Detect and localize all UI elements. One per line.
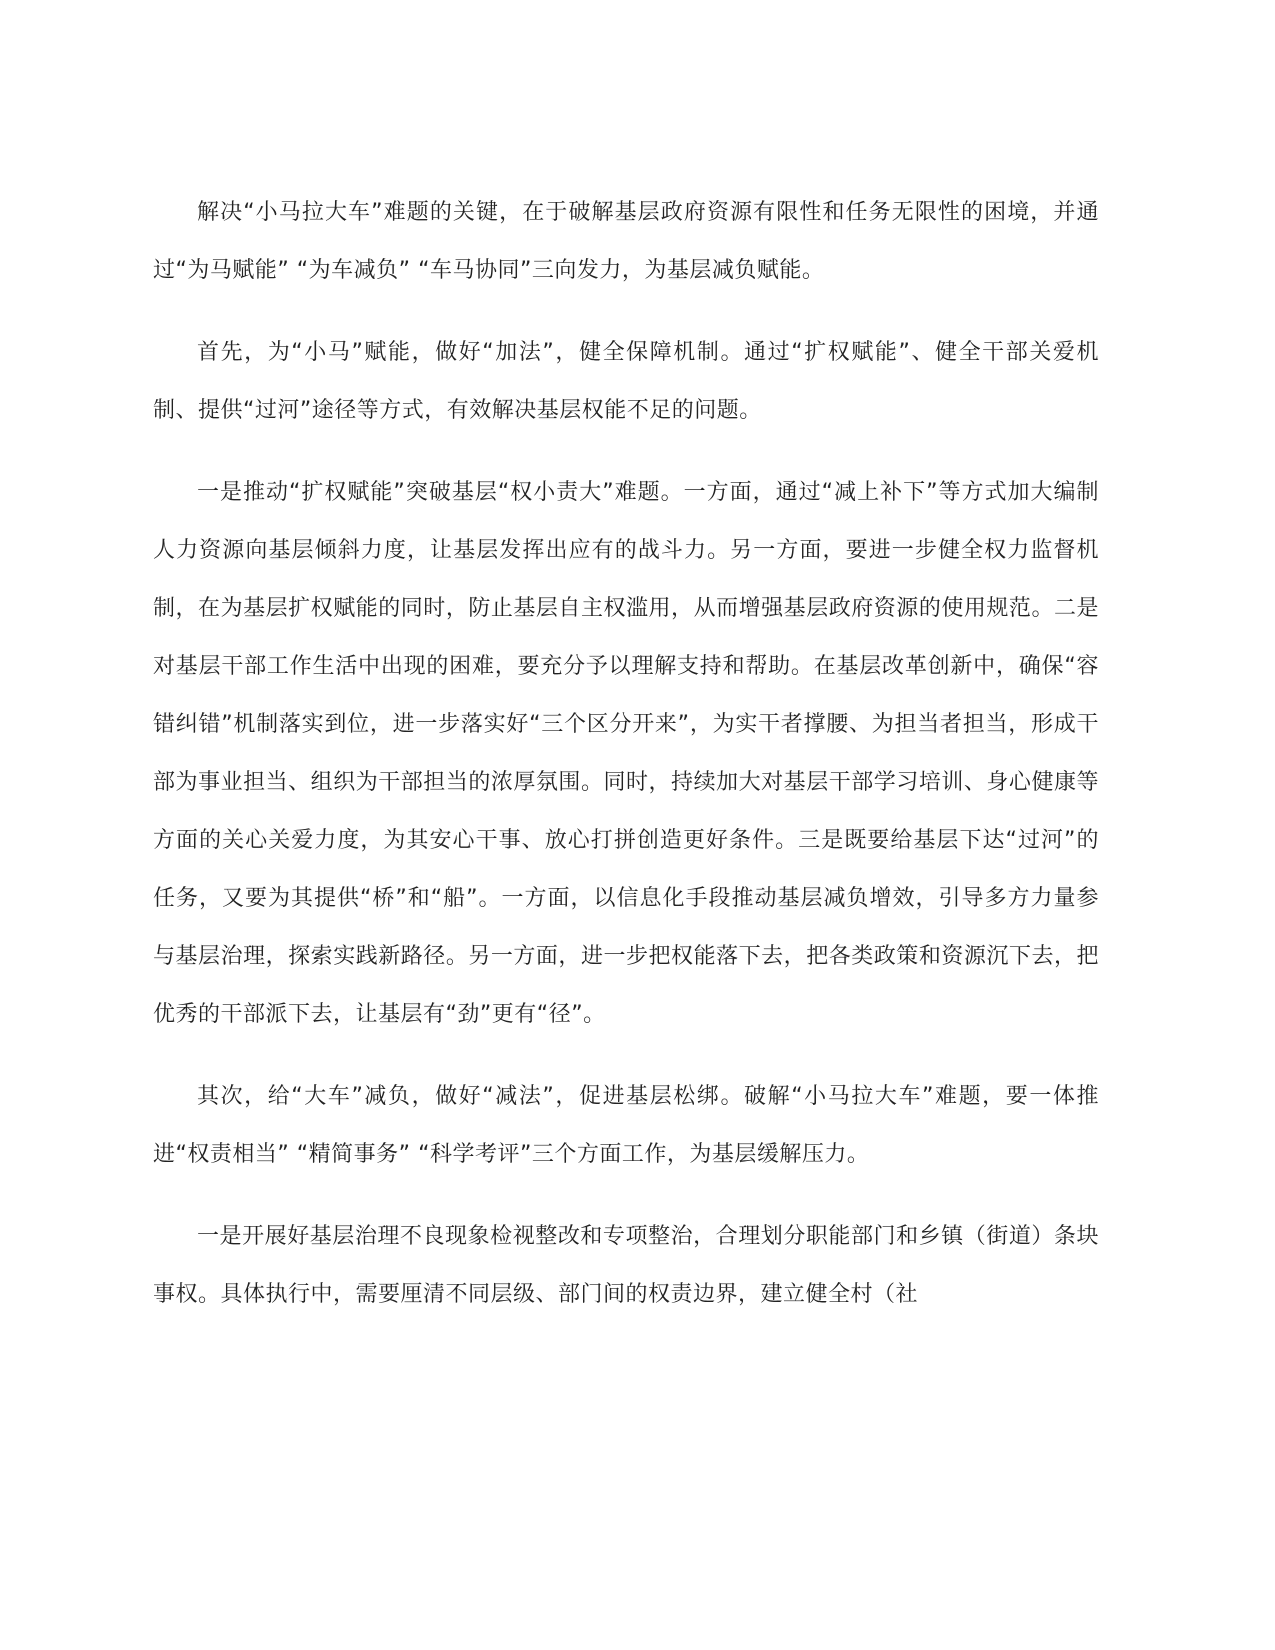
document-body bbox=[153, 184, 1099, 1348]
paragraph-second-reduce: 其次，给“大车”减负，做好“减法”，促进基层松绑。破解“小马拉大车”难题，要一体推进“权责相当” “精简事务” “科学考评”三个方面工作，为基层缓解压力。 bbox=[153, 1084, 1099, 1167]
paragraph-reduce-details: 一是开展好基层治理不良现象检视整改和专项整治，合理划分职能部门和乡镇（街道）条块事权。具体执行中，需要厘清不同层级、部门间的权责边界，建立健全村（社 bbox=[153, 1224, 1099, 1307]
paragraph-first-empower: 首先，为“小马”赋能，做好“加法”，健全保障机制。通过“扩权赋能”、健全干部关爱机制、提供“过河”途径等方式，有效解决基层权能不足的问题。 bbox=[153, 340, 1099, 423]
paragraph-empower-details: 一是推动“扩权赋能”突破基层“权小责大”难题。一方面，通过“减上补下”等方式加大编制人力资源向基层倾斜力度，让基层发挥出应有的战斗力。另一方面，要进一步健全权力监督机制，在为基层扩权赋能的同时，防止基层自主权滥用，从而增强基层政府资源的使用规范。二是对基层干部工作生活中出现的困难，要充分予以理解支持和帮助。在基层改革创新中，确保“容错纠错”机制落实到位，进一步落实好“三个区分开来”，为实干者撑腰、为担当者担当，形成干部为事业担当、组织为干部担当的浓厚氛围。同时，持续加大对基层干部学习培训、身心健康等方面的关心关爱力度，为其安心干事、放心打拼创造更好条件。三是既要给基层下达“过河”的任务，又要为其提供“桥”和“船”。一方面，以信息化手段推动基层减负增效，引导多方力量参与基层治理，探索实践新路径。另一方面，进一步把权能落下去，把各类政策和资源沉下去，把优秀的干部派下去，让基层有“劲”更有“径”。 bbox=[153, 480, 1099, 1027]
paragraph-intro: 解决“小马拉大车”难题的关键，在于破解基层政府资源有限性和任务无限性的困境，并通过“为马赋能” “为车减负” “车马协同”三向发力，为基层减负赋能。 bbox=[153, 200, 1099, 283]
